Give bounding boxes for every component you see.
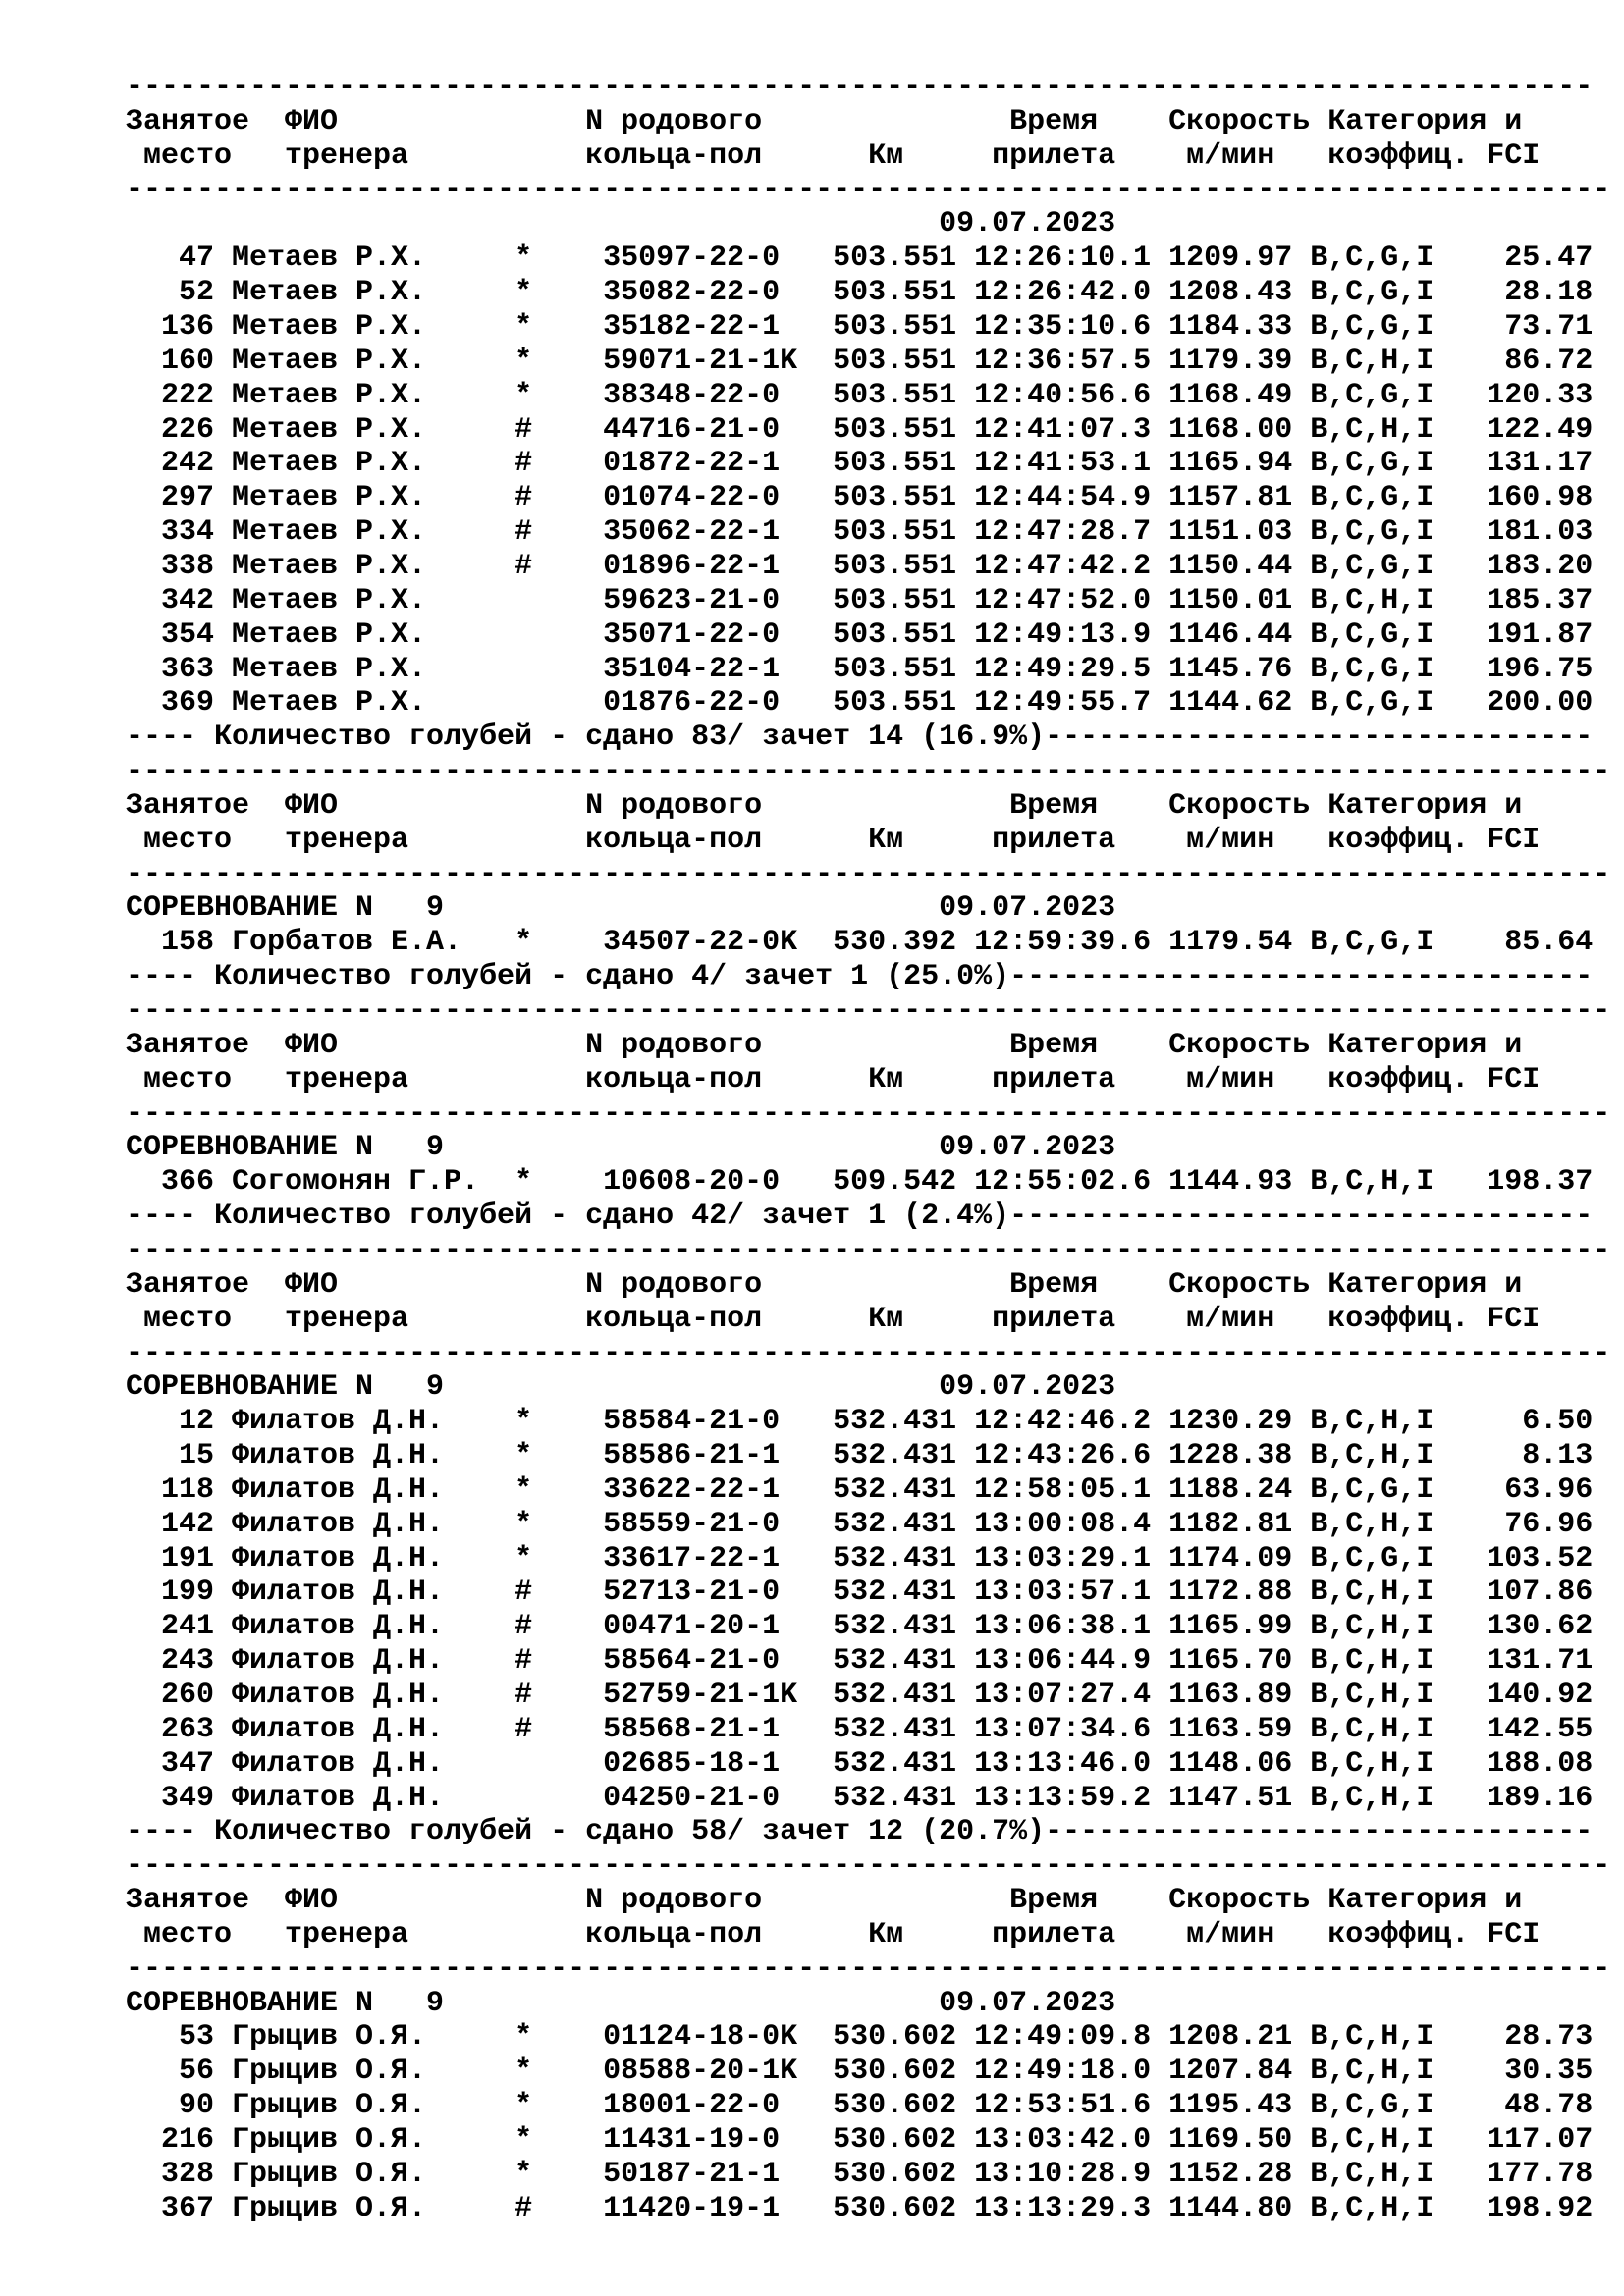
separator-line: ------------------------------------------------------------------------------------ [126,1096,1611,1131]
separator-line: ------------------------------------------------------------------------------------ [126,1951,1611,1986]
result-row: 369 Метаев Р.Х. 01876-22-0 503.551 12:49:55.7 1144.62 B,C,G,I 200.00 [126,686,1594,721]
column-header-line: место тренера кольца-пол Км прилета м/мин коэффиц. FCI [126,1302,1541,1336]
result-row: 53 Грыцив О.Я. * 01124-18-0K 530.602 12:49:09.8 1208.21 B,C,H,I 28.73 [126,2020,1594,2055]
result-row: 199 Филатов Д.Н. # 52713-21-0 532.431 13:03:57.1 1172.88 B,C,H,I 107.86 [126,1575,1594,1610]
result-row: 242 Метаев Р.Х. # 01872-22-1 503.551 12:41:53.1 1165.94 B,C,G,I 131.17 [126,447,1594,481]
separator-line: ----------------------------------------------------------------------------------- [126,71,1594,104]
date-line: 09.07.2023 [126,207,1116,241]
column-header-line: Занятое ФИО N родового Время Скорость Категория и [126,104,1523,138]
result-row: 158 Горбатов Е.А. * 34507-22-0K 530.392 12:59:39.6 1179.54 B,C,G,I 85.64 [126,926,1594,960]
result-row: 349 Филатов Д.Н. 04250-21-0 532.431 13:13:59.2 1147.51 B,C,H,I 189.16 [126,1781,1594,1815]
column-header-line: место тренера кольца-пол Км прилета м/мин коэффиц. FCI [126,1917,1541,1951]
result-row: 347 Филатов Д.Н. 02685-18-1 532.431 13:13:46.0 1148.06 B,C,H,I 188.08 [126,1746,1594,1781]
result-row: 52 Метаев Р.Х. * 35082-22-0 503.551 12:26:42.0 1208.43 B,C,G,I 28.18 [126,276,1594,310]
summary-line: ---- Количество голубей - сдано 58/ зачет 12 (20.7%)------------------------------- [126,1815,1594,1849]
competition-title-line: СОРЕВНОВАНИЕ N 9 09.07.2023 [126,891,1116,926]
result-row: 216 Грыцив О.Я. * 11431-19-0 530.602 13:03:42.0 1169.50 B,C,H,I 117.07 [126,2123,1594,2157]
result-row: 338 Метаев Р.Х. # 01896-22-1 503.551 12:47:42.2 1150.44 B,C,G,I 183.20 [126,549,1594,583]
result-row: 226 Метаев Р.Х. # 44716-21-0 503.551 12:41:07.3 1168.00 B,C,H,I 122.49 [126,412,1594,447]
separator-line: ------------------------------------------------------------------------------------ [126,994,1611,1028]
separator-line: ------------------------------------------------------------------------------------ [126,755,1611,788]
separator-line: ------------------------------------------------------------------------------------ [126,1849,1611,1884]
result-row: 366 Согомонян Г.Р. * 10608-20-0 509.542 12:55:02.6 1144.93 B,C,H,I 198.37 [126,1165,1594,1200]
result-row: 47 Метаев Р.Х. * 35097-22-0 503.551 12:26:10.1 1209.97 B,C,G,I 25.47 [126,241,1594,276]
result-row: 342 Метаев Р.Х. 59623-21-0 503.551 12:47:52.0 1150.01 B,C,H,I 185.37 [126,583,1594,617]
result-row: 136 Метаев Р.Х. * 35182-22-1 503.551 12:35:10.6 1184.33 B,C,G,I 73.71 [126,310,1594,344]
competition-title-line: СОРЕВНОВАНИЕ N 9 09.07.2023 [126,1370,1116,1405]
summary-line: ---- Количество голубей - сдано 42/ зачет 1 (2.4%)--------------------------------- [126,1200,1594,1233]
separator-line: ------------------------------------------------------------------------------------ [126,173,1611,207]
result-row: 297 Метаев Р.Х. # 01074-22-0 503.551 12:44:54.9 1157.81 B,C,G,I 160.98 [126,481,1594,515]
result-row: 222 Метаев Р.Х. * 38348-22-0 503.551 12:40:56.6 1168.49 B,C,G,I 120.33 [126,378,1594,412]
separator-line: ------------------------------------------------------------------------------------ [126,1336,1611,1370]
result-row: 263 Филатов Д.Н. # 58568-21-1 532.431 13:07:34.6 1163.59 B,C,H,I 142.55 [126,1712,1594,1746]
result-row: 191 Филатов Д.Н. * 33617-22-1 532.431 13:03:29.1 1174.09 B,C,G,I 103.52 [126,1541,1594,1575]
separator-line: ------------------------------------------------------------------------------------ [126,857,1611,891]
result-row: 118 Филатов Д.Н. * 33622-22-1 532.431 12:58:05.1 1188.24 B,C,G,I 63.96 [126,1472,1594,1507]
column-header-line: место тренера кольца-пол Км прилета м/мин коэффиц. FCI [126,138,1541,173]
competition-title-line: СОРЕВНОВАНИЕ N 9 09.07.2023 [126,1131,1116,1165]
result-row: 142 Филатов Д.Н. * 58559-21-0 532.431 13:00:08.4 1182.81 B,C,H,I 76.96 [126,1507,1594,1541]
result-row: 363 Метаев Р.Х. 35104-22-1 503.551 12:49:29.5 1145.76 B,C,G,I 196.75 [126,652,1594,686]
result-row: 12 Филатов Д.Н. * 58584-21-0 532.431 12:42:46.2 1230.29 B,C,H,I 6.50 [126,1405,1594,1439]
result-row: 90 Грыцив О.Я. * 18001-22-0 530.602 12:53:51.6 1195.43 B,C,G,I 48.78 [126,2089,1594,2123]
result-row: 243 Филатов Д.Н. # 58564-21-0 532.431 13:06:44.9 1165.70 B,C,H,I 131.71 [126,1644,1594,1679]
result-row: 260 Филатов Д.Н. # 52759-21-1K 532.431 13:07:27.4 1163.89 B,C,H,I 140.92 [126,1679,1594,1712]
column-header-line: Занятое ФИО N родового Время Скорость Категория и [126,1884,1523,1918]
column-header-line: место тренера кольца-пол Км прилета м/мин коэффиц. FCI [126,823,1541,857]
summary-line: ---- Количество голубей - сдано 83/ зачет 14 (16.9%)------------------------------- [126,721,1594,755]
result-row: 367 Грыцив О.Я. # 11420-19-1 530.602 13:13:29.3 1144.80 B,C,H,I 198.92 [126,2191,1594,2225]
competition-title-line: СОРЕВНОВАНИЕ N 9 09.07.2023 [126,1986,1116,2020]
column-header-line: место тренера кольца-пол Км прилета м/мин коэффиц. FCI [126,1062,1541,1096]
result-row: 328 Грыцив О.Я. * 50187-21-1 530.602 13:10:28.9 1152.28 B,C,H,I 177.78 [126,2157,1594,2191]
column-header-line: Занятое ФИО N родового Время Скорость Категория и [126,1267,1523,1302]
column-header-line: Занятое ФИО N родового Время Скорость Категория и [126,1028,1523,1062]
column-header-line: Занятое ФИО N родового Время Скорость Категория и [126,788,1523,823]
separator-line: ------------------------------------------------------------------------------------ [126,1233,1611,1267]
result-row: 15 Филатов Д.Н. * 58586-21-1 532.431 12:43:26.6 1228.38 B,C,H,I 8.13 [126,1439,1594,1472]
result-row: 160 Метаев Р.Х. * 59071-21-1K 503.551 12:36:57.5 1179.39 B,C,H,I 86.72 [126,344,1594,378]
result-row: 354 Метаев Р.Х. 35071-22-0 503.551 12:49:13.9 1146.44 B,C,G,I 191.87 [126,617,1594,652]
result-row: 334 Метаев Р.Х. # 35062-22-1 503.551 12:47:28.7 1151.03 B,C,G,I 181.03 [126,515,1594,549]
result-row: 56 Грыцив О.Я. * 08588-20-1K 530.602 12:49:18.0 1207.84 B,C,H,I 30.35 [126,2055,1594,2089]
result-row: 241 Филатов Д.Н. # 00471-20-1 532.431 13:06:38.1 1165.99 B,C,H,I 130.62 [126,1610,1594,1644]
summary-line: ---- Количество голубей - сдано 4/ зачет 1 (25.0%)--------------------------------- [126,960,1594,994]
